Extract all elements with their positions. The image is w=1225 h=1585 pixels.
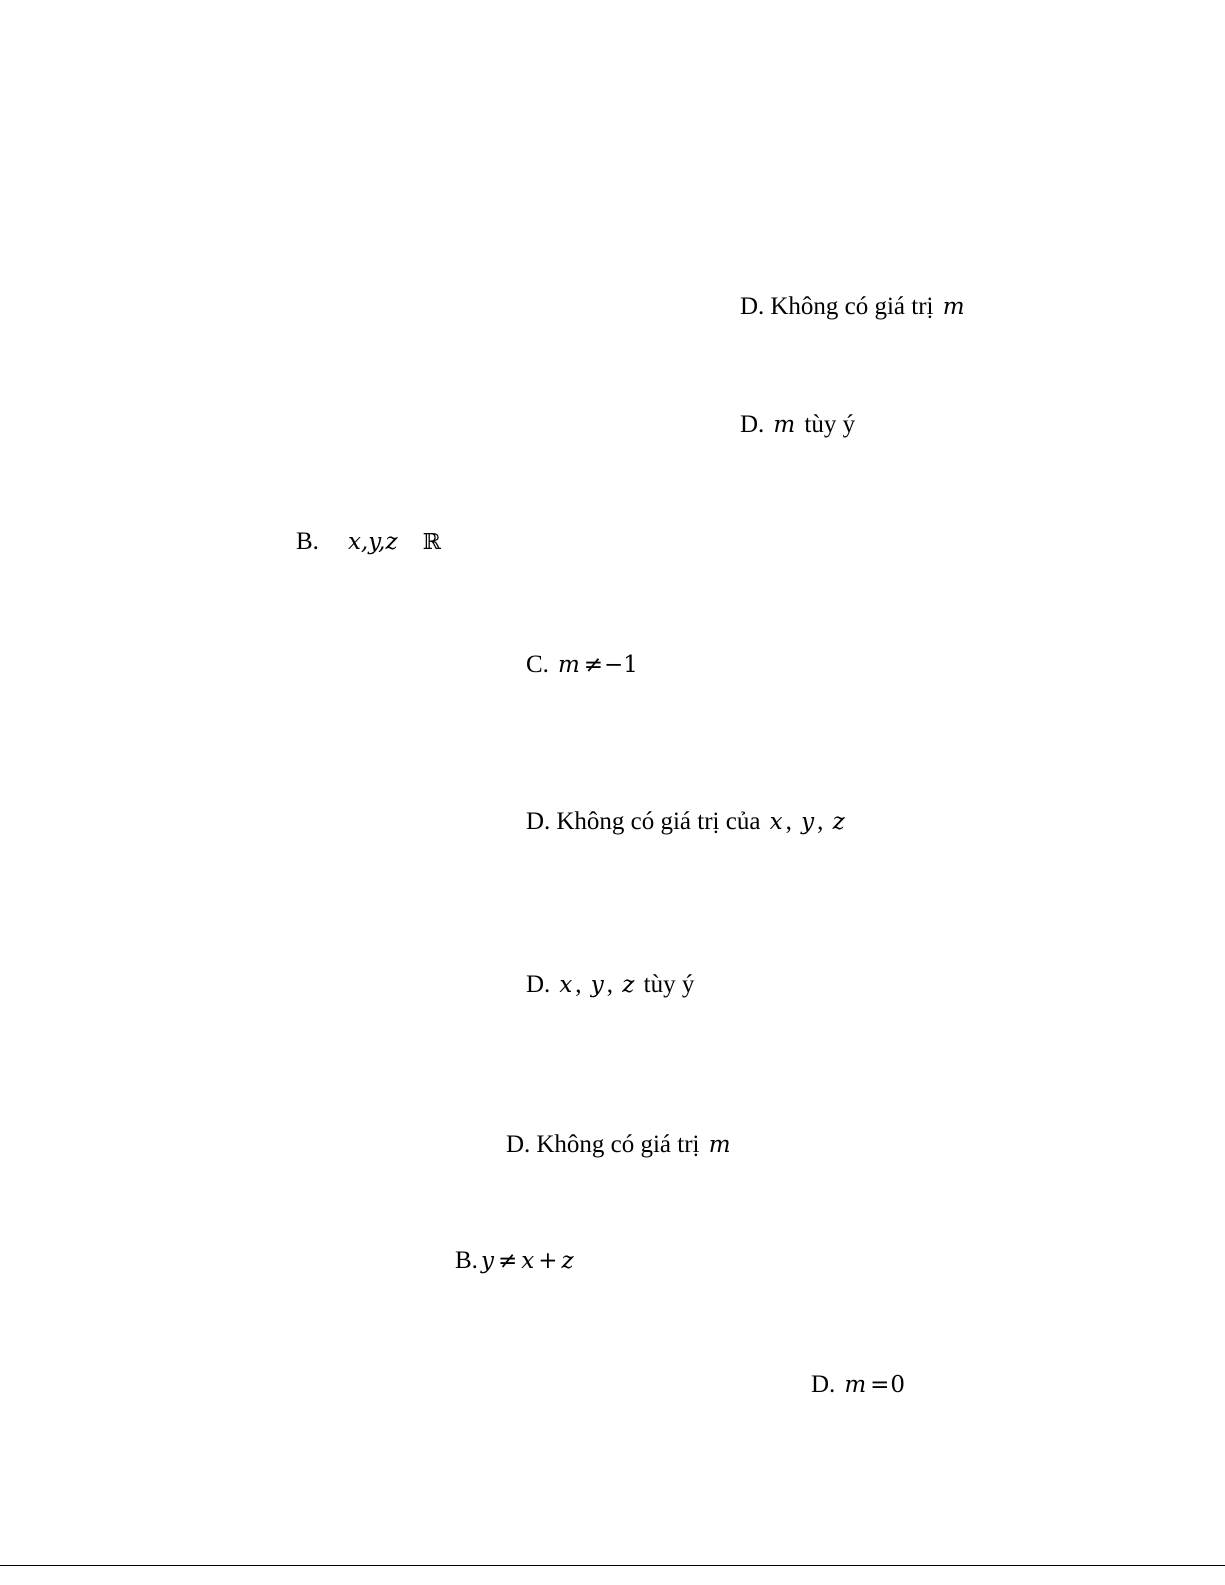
math-variable-y: y xyxy=(480,1248,494,1274)
equals-operator: = xyxy=(870,1372,890,1398)
option-b-y-neq-x-plus-z xyxy=(455,1246,577,1276)
math-variable: m xyxy=(557,652,580,678)
option-b-xyz-real xyxy=(296,527,441,558)
option-d-no-value-m-2 xyxy=(506,1130,734,1160)
option-label: D. xyxy=(526,808,551,835)
option-label: C. xyxy=(526,651,549,678)
math-variable-y: y xyxy=(801,809,815,835)
comma-separator: , xyxy=(817,808,824,835)
math-variable-y: y xyxy=(590,972,604,998)
comma-separator: , xyxy=(785,808,792,835)
math-variable: m xyxy=(708,1132,731,1158)
option-label: D. xyxy=(740,293,765,320)
option-d-no-value-m xyxy=(740,292,968,322)
plus-operator: + xyxy=(538,1248,558,1274)
option-d-m-equals-zero xyxy=(811,1370,905,1400)
option-label: B. xyxy=(455,1247,478,1274)
option-text: Không có giá trị xyxy=(536,1131,700,1158)
option-label: D. xyxy=(740,411,765,438)
option-text: Không có giá trị xyxy=(770,293,934,320)
option-d-m-arbitrary xyxy=(740,410,855,440)
math-variable-x: x xyxy=(769,809,783,835)
option-text: tùy ý xyxy=(804,411,856,438)
option-c-m-neq-minus-one xyxy=(526,650,638,680)
option-label: D. xyxy=(506,1131,531,1158)
math-variable-x: x xyxy=(559,972,573,998)
comma-separator: , xyxy=(606,971,614,998)
option-label: B. xyxy=(296,528,319,555)
not-equal-operator: ≠ xyxy=(497,1248,518,1274)
not-equal-operator: ≠ xyxy=(583,652,604,678)
comma-separator: , xyxy=(575,971,582,998)
page-bottom-rule xyxy=(0,1565,1225,1566)
option-label: D. xyxy=(526,971,551,998)
math-variable: m xyxy=(942,294,965,320)
math-value: 0 xyxy=(890,1372,906,1398)
option-d-xyz-arbitrary xyxy=(526,970,694,1000)
real-numbers-symbol: ℝ xyxy=(422,530,441,555)
math-variables: x,y,z xyxy=(347,529,398,555)
option-d-no-value-xyz xyxy=(526,807,848,837)
math-value: −1 xyxy=(604,652,638,678)
math-variable-z: z xyxy=(832,809,845,835)
option-text: Không có giá trị của xyxy=(556,808,761,835)
math-variable: m xyxy=(773,412,796,438)
math-variable-x: x xyxy=(521,1248,535,1274)
math-variable-z: z xyxy=(622,972,635,998)
math-variable: m xyxy=(844,1372,867,1398)
option-text: tùy ý xyxy=(643,971,695,998)
option-label: D. xyxy=(811,1371,836,1398)
math-variable-z: z xyxy=(561,1248,574,1274)
